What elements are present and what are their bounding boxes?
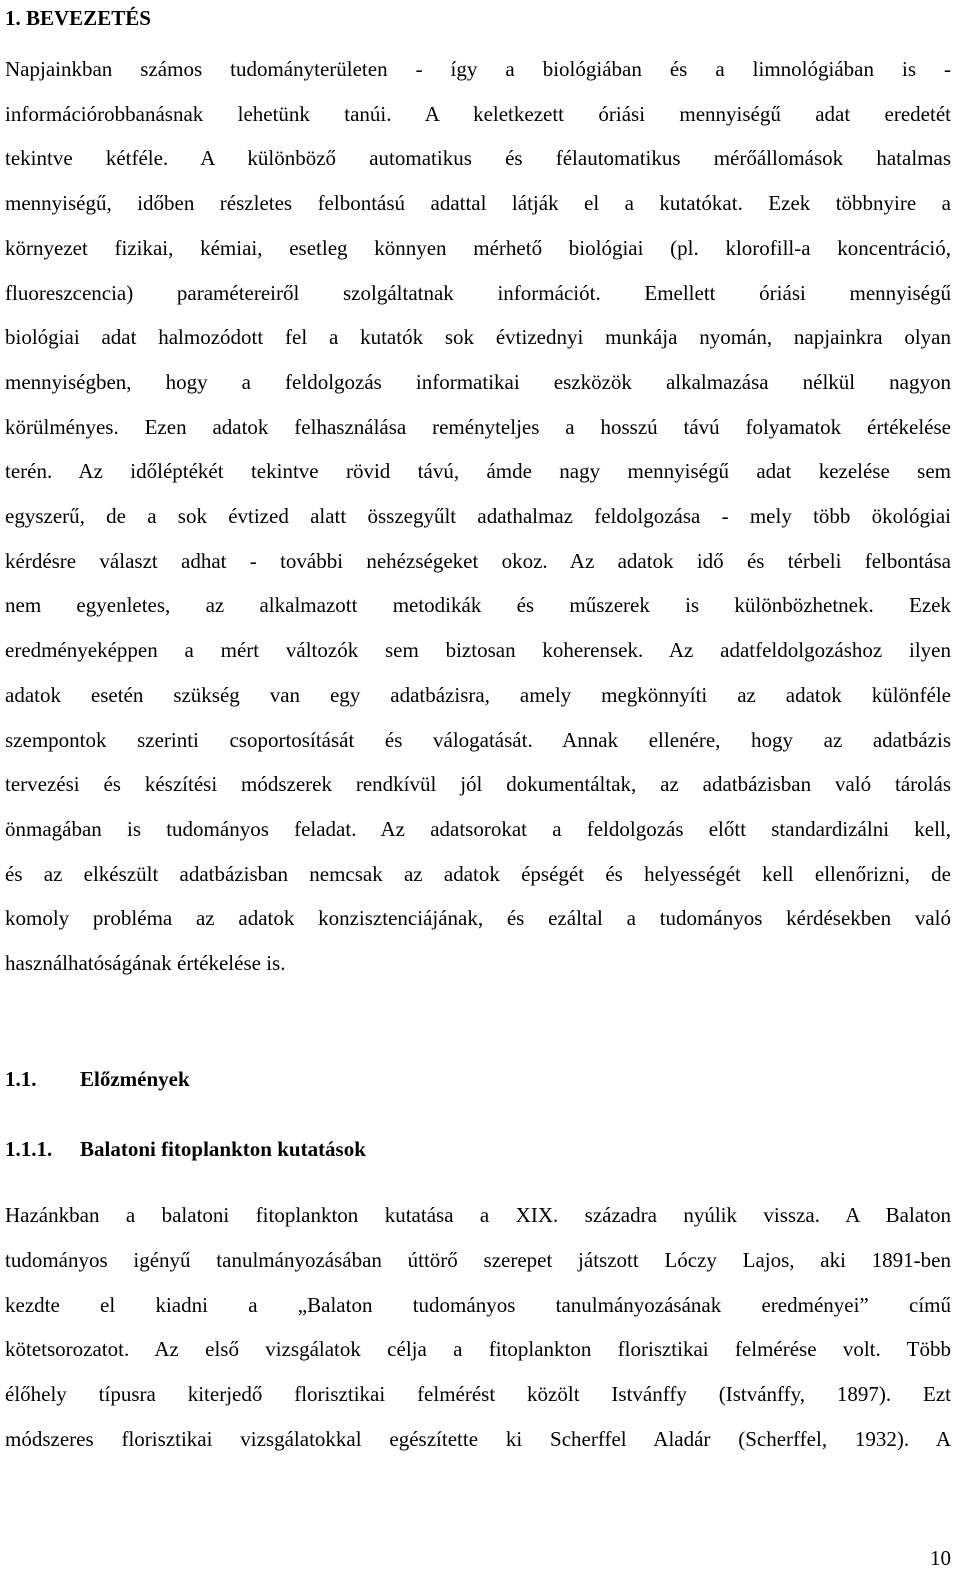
text-line: tervezési és készítési módszerek rendkívül jól dokumentáltak, az adatbázisban való tárolás [5, 772, 951, 796]
text-line: információrobbanásnak lehetünk tanúi. A keletkezett óriási mennyiségű adat eredetét [5, 102, 951, 126]
page-number: 10 [930, 1546, 951, 1570]
text-line: mennyiségű, időben részletes felbontású adattal látják el a kutatókat. Ezek többnyire a [5, 191, 951, 215]
section-number: 1.1. [5, 1067, 37, 1091]
text-line: önmagában is tudományos feladat. Az adatsorokat a feldolgozás előtt standardizálni kell, [5, 817, 951, 841]
text-line: használhatóságának értékelése is. [5, 951, 286, 975]
subsection-number: 1.1.1. [5, 1137, 53, 1161]
text-line: adatok esetén szükség van egy adatbázisra, amely megkönnyíti az adatok különféle [5, 683, 951, 707]
text-line: módszeres florisztikai vizsgálatokkal egészítette ki Scherffel Aladár (Scherffel, 1932). A [5, 1427, 951, 1451]
text-line: eredményeképpen a mért változók sem biztosan koherensek. Az adatfeldolgozáshoz ilyen [5, 638, 951, 662]
text-line: Napjainkban számos tudományterületen - így a biológiában és a limnológiában is - [5, 57, 951, 81]
chapter-heading: 1. BEVEZETÉS [5, 6, 151, 30]
text-line: tudományos igényű tanulmányozásában úttörő szerepet játszott Lóczy Lajos, aki 1891-ben [5, 1248, 951, 1272]
text-line: kötetsorozatot. Az első vizsgálatok célja a fitoplankton florisztikai felmérése volt. Több [5, 1337, 951, 1361]
section-title: Előzmények [80, 1067, 190, 1091]
text-line: kérdésre választ adhat - további nehézségeket okoz. Az adatok idő és térbeli felbontása [5, 549, 951, 573]
subsection-title: Balatoni fitoplankton kutatások [80, 1137, 366, 1161]
text-line: terén. Az időléptékét tekintve rövid távú, ámde nagy mennyiségű adat kezelése sem [5, 459, 951, 483]
text-line: szempontok szerinti csoportosítását és válogatását. Annak ellenére, hogy az adatbázis [5, 728, 951, 752]
text-line: fluoreszcencia) paramétereiről szolgáltatnak információt. Emellett óriási mennyiségű [5, 281, 951, 305]
text-line: kezdte el kiadni a „Balaton tudományos tanulmányozásának eredményei” című [5, 1293, 951, 1317]
text-line: Hazánkban a balatoni fitoplankton kutatása a XIX. századra nyúlik vissza. A Balaton [5, 1203, 951, 1227]
text-line: és az elkészült adatbázisban nemcsak az adatok épségét és helyességét kell ellenőrizni, de [5, 862, 951, 886]
text-line: komoly probléma az adatok konzisztenciájának, és ezáltal a tudományos kérdésekben való [5, 906, 951, 930]
text-line: körülményes. Ezen adatok felhasználása reményteljes a hosszú távú folyamatok értékelése [5, 415, 951, 439]
text-line: mennyiségben, hogy a feldolgozás informatikai eszközök alkalmazása nélkül nagyon [5, 370, 951, 394]
text-line: élőhely típusra kiterjedő florisztikai felmérést közölt Istvánffy (Istvánffy, 1897). Ezt [5, 1382, 951, 1406]
subsection-heading [5, 1135, 366, 1163]
text-line: tekintve kétféle. A különböző automatikus és félautomatikus mérőállomások hatalmas [5, 146, 951, 170]
text-line: nem egyenletes, az alkalmazott metodikák és műszerek is különbözhetnek. Ezek [5, 593, 951, 617]
section-heading [5, 1065, 190, 1093]
text-line: környezet fizikai, kémiai, esetleg könnyen mérhető biológiai (pl. klorofill-a koncentráció, [5, 236, 951, 260]
text-line: biológiai adat halmozódott fel a kutatók sok évtizednyi munkája nyomán, napjainkra olyan [5, 325, 951, 349]
text-line: egyszerű, de a sok évtized alatt összegyűlt adathalmaz feldolgozása - mely több ökológiai [5, 504, 951, 528]
